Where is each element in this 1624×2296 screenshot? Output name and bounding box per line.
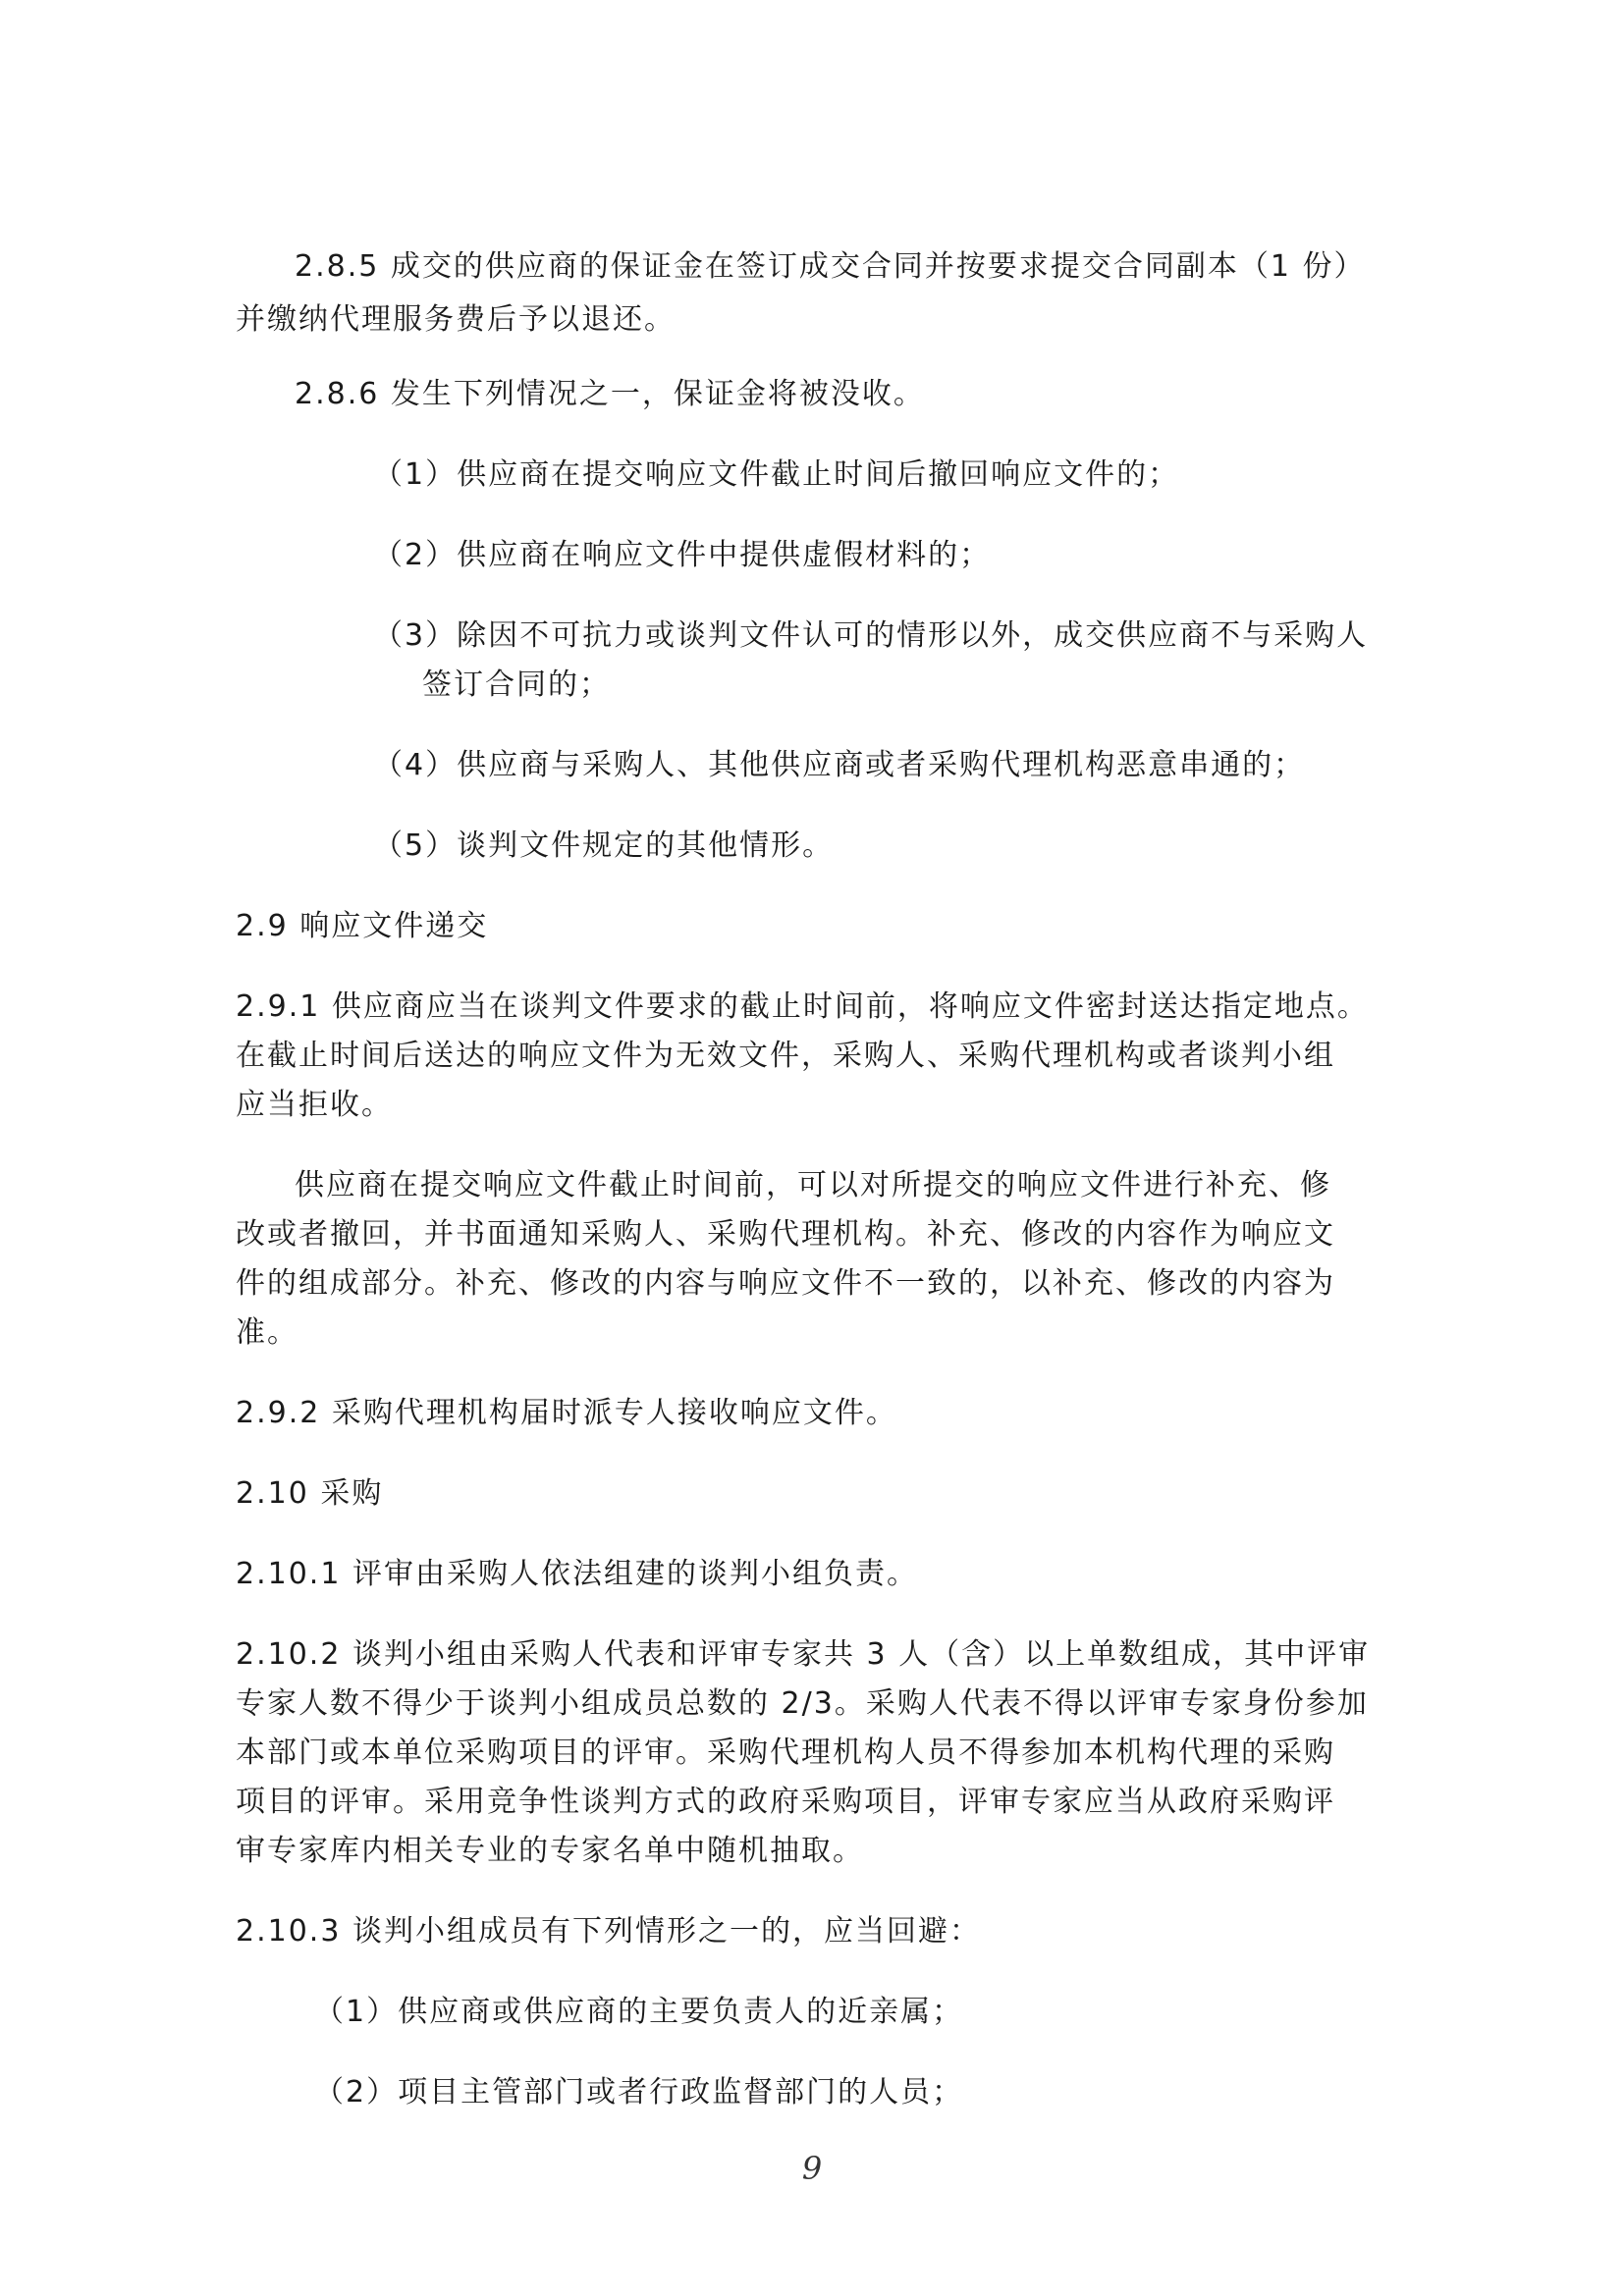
clause-2-10-2-line-2: 专家人数不得少于谈判小组成员总数的 2/3。采购人代表不得以评审专家身份参加 (236, 1686, 1369, 1721)
paragraph-amendment-line-4: 准。 (236, 1315, 298, 1350)
clause-2-10-1: 2.10.1 评审由采购人依法组建的谈判小组负责。 (236, 1557, 918, 1591)
clause-2-10-3: 2.10.3 谈判小组成员有下列情形之一的，应当回避： (236, 1914, 981, 1949)
clause-2-8-6: 2.8.6 发生下列情况之一，保证金将被没收。 (295, 377, 925, 411)
section-2-9-heading: 2.9 响应文件递交 (236, 909, 489, 943)
clause-2-8-6-item-4: （4）供应商与采购人、其他供应商或者采购代理机构恶意串通的； (373, 748, 1306, 782)
paragraph-amendment-line-2: 改或者撤回，并书面通知采购人、采购代理机构。补充、修改的内容作为响应文 (236, 1217, 1335, 1252)
clause-2-8-6-item-5: （5）谈判文件规定的其他情形。 (373, 828, 835, 863)
clause-2-8-5-line-2: 并缴纳代理服务费后予以退还。 (236, 302, 676, 337)
clause-2-9-1-line-2: 在截止时间后送达的响应文件为无效文件，采购人、采购代理机构或者谈判小组 (236, 1039, 1335, 1073)
clause-2-8-6-item-1: （1）供应商在提交响应文件截止时间后撤回响应文件的； (373, 457, 1180, 492)
clause-2-10-2-line-3: 本部门或本单位采购项目的评审。采购代理机构人员不得参加本机构代理的采购 (236, 1735, 1335, 1770)
paragraph-amendment-line-1: 供应商在提交响应文件截止时间前，可以对所提交的响应文件进行补充、修 (295, 1168, 1331, 1202)
clause-2-10-2-line-5: 审专家库内相关专业的专家名单中随机抽取。 (236, 1834, 864, 1868)
paragraph-amendment-line-3: 件的组成部分。补充、修改的内容与响应文件不一致的，以补充、修改的内容为 (236, 1266, 1335, 1301)
clause-2-9-1-line-3: 应当拒收。 (236, 1088, 393, 1122)
clause-2-8-6-item-2: （2）供应商在响应文件中提供虚假材料的； (373, 538, 992, 572)
clause-2-8-6-item-3-line-1: （3）除因不可抗力或谈判文件认可的情形以外，成交供应商不与采购人 (373, 618, 1369, 653)
clause-2-8-6-item-3-line-2: 签订合同的； (422, 667, 611, 702)
clause-2-10-2-line-1: 2.10.2 谈判小组由采购人代表和评审专家共 3 人（含）以上单数组成，其中评审 (236, 1637, 1371, 1672)
clause-2-9-2: 2.9.2 采购代理机构届时派专人接收响应文件。 (236, 1396, 897, 1430)
clause-2-9-1-line-1: 2.9.1 供应商应当在谈判文件要求的截止时间前，将响应文件密封送达指定地点。 (236, 989, 1369, 1024)
section-2-10-heading: 2.10 采购 (236, 1476, 384, 1511)
clause-2-10-3-item-2: （2）项目主管部门或者行政监督部门的人员； (314, 2075, 964, 2109)
clause-2-8-5-line-1: 2.8.5 成交的供应商的保证金在签订成交合同并按要求提交合同副本（1 份） (295, 249, 1366, 284)
clause-2-10-2-line-4: 项目的评审。采用竞争性谈判方式的政府采购项目，评审专家应当从政府采购评 (236, 1785, 1335, 1819)
page-number: 9 (801, 2150, 823, 2187)
clause-2-10-3-item-1: （1）供应商或供应商的主要负责人的近亲属； (314, 1995, 964, 2029)
